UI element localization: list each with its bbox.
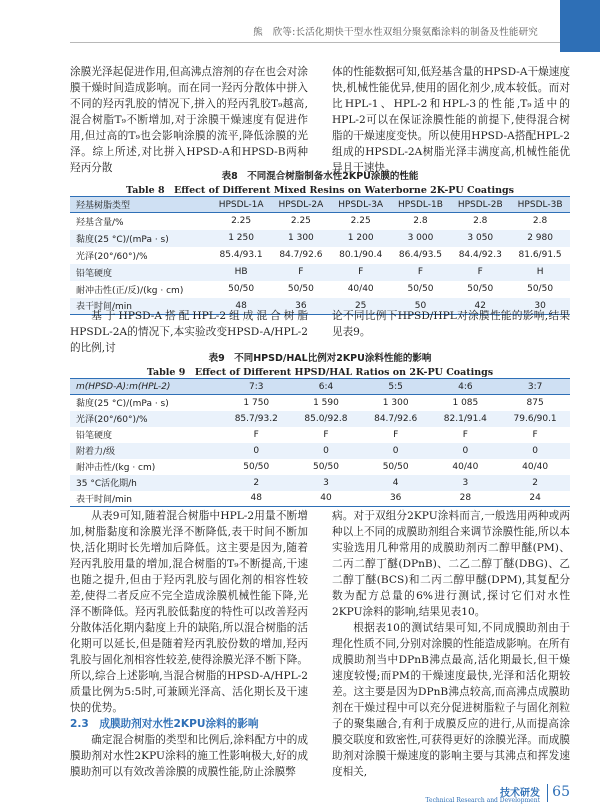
table-cell: 2.25 xyxy=(290,216,311,227)
table8-header-cell: HPSDL-2B xyxy=(450,197,510,213)
table-cell: 0 xyxy=(361,443,431,459)
table-cell: 1 085 xyxy=(452,397,479,408)
table-row xyxy=(70,395,570,411)
table9-header-cell: 5:5 xyxy=(361,379,431,395)
table-cell: F xyxy=(393,429,399,440)
top-left-column xyxy=(70,64,308,176)
table-cell: 84.4/92.3 xyxy=(458,250,502,260)
table-row xyxy=(70,475,570,491)
table-cell: 50/50 xyxy=(382,461,409,472)
table-row xyxy=(70,491,570,507)
table-cell: 40/40 xyxy=(452,461,479,472)
table-cell: 附着力/级 xyxy=(70,443,221,459)
table8-header-cell: HPSDL-3B xyxy=(510,197,570,213)
table-cell: 2.8 xyxy=(532,216,548,227)
table9-header-cell: 6:4 xyxy=(291,379,361,395)
table-cell: 85.7/93.2 xyxy=(221,411,291,427)
table-cell: 2 xyxy=(500,475,570,491)
table-cell: 3 xyxy=(291,475,361,491)
table-cell: 羟基含量/% xyxy=(76,217,124,228)
page-number: 65 xyxy=(552,784,570,800)
table-row xyxy=(70,247,570,264)
table8-header-cell: HPSDL-2A xyxy=(271,197,331,213)
table9-header-row xyxy=(70,379,570,395)
footer-divider xyxy=(547,784,548,802)
table-cell: 2.25 xyxy=(350,216,371,227)
table-cell: 1 200 xyxy=(331,230,391,247)
table-cell: 50/50 xyxy=(467,284,494,294)
top-left-paragraph: 涂膜光泽起促进作用,但高沸点溶剂的存在也会对涂膜干燥时间造成影响。而在同一羟丙分散体中拼入不同的羟丙乳胶的情况下,拼入的羟丙乳胶T₉越高,混合树脂T₉不断增加,对于涂膜干燥速度有促进作用,但过高的T₉也会影响涂膜的流平,降低涂膜的光泽。综上所述,对比拼入HPSD-A和HPSD-B两种羟丙分散 xyxy=(70,66,308,174)
table-cell: 50/50 xyxy=(312,461,339,472)
table8-header-row xyxy=(70,197,570,213)
table-cell: 1 300 xyxy=(382,397,409,408)
table-cell: 0 xyxy=(431,443,501,459)
top-right-column xyxy=(332,64,570,176)
table9-header-cell: 7:3 xyxy=(221,379,291,395)
table-cell: 85.4/93.1 xyxy=(219,250,263,260)
table-row xyxy=(70,443,570,459)
table-cell: 50 xyxy=(391,298,451,315)
page-header xyxy=(0,0,600,52)
table-cell: 表干时间/min xyxy=(70,298,211,315)
table-cell: 3 xyxy=(431,475,501,491)
table-cell: 铅笔硬度 xyxy=(70,264,211,281)
top-right-paragraph: 体的性能数据可知,低羟基含量的HPSD-A干燥速度快,机械性能优异,使用的固化剂少,成本较低。而对比HPL-1、HPL-2和HPL-3的性能,T₉适中的HPL-2可以在保证涂膜性能的前提下,使得混合树脂的干燥速度变快。所以使用HPSD-A搭配HPL-2组成的HPSDL-2A树脂光泽丰满度高,机械性能优异且干速快。 xyxy=(332,66,570,174)
table-cell: 84.7/92.6 xyxy=(361,411,431,427)
header-rule xyxy=(70,42,570,43)
table-cell: 0 xyxy=(500,443,570,459)
table8-title-cn: 表8 不同混合树脂制备水性2KPU涂膜的性能 xyxy=(221,171,419,182)
table-cell: 42 xyxy=(450,298,510,315)
table8-title-en: Table 8 Effect of Different Mixed Resins on Waterborne 2K-PU Coatings xyxy=(126,185,514,196)
table-cell: 0 xyxy=(221,443,291,459)
table-cell: 50/50 xyxy=(228,284,255,294)
table-cell: F xyxy=(462,429,468,440)
table8-header-cell: HPSDL-1A xyxy=(211,197,271,213)
table-cell: 1 590 xyxy=(313,397,339,408)
table-cell: 2 980 xyxy=(510,230,570,247)
page-footer xyxy=(410,780,570,808)
table-cell: F xyxy=(323,429,329,440)
table-cell: F xyxy=(253,429,259,440)
footer-section-label-en: Technical Research and Development xyxy=(425,797,540,804)
mid-left-paragraph: 基于HPSD-A搭配HPL-2组成混合树脂HPSDL-2A的情况下,本实验改变HPSD-A/HPL-2的比例,讨 xyxy=(70,310,308,354)
table8-header-cell: HPSDL-3A xyxy=(331,197,391,213)
table9-title-en: Table 9 Effect of Different HPSD/HAL Ratios on 2K-PU Coatings xyxy=(146,367,494,378)
table-cell: 耐冲击性/(kg · cm) xyxy=(76,463,156,473)
table-row xyxy=(70,281,570,298)
table9-header-cell: 4:6 xyxy=(431,379,501,395)
table-cell: 50/50 xyxy=(243,461,270,472)
table-cell: 24 xyxy=(500,491,570,507)
running-title: 熊 欣等:长活化期快干型水性双组分聚氨酯涂料的制备及性能研究 xyxy=(253,27,538,38)
table-cell: 黏度(25 °C)/(mPa · s) xyxy=(76,399,169,410)
table-cell: 耐冲击性(正/反)/(kg · cm) xyxy=(76,285,184,296)
table-cell: 40/40 xyxy=(522,461,549,472)
table-cell: HB xyxy=(211,264,271,281)
table-cell: 2.8 xyxy=(473,216,488,227)
table-cell: 81.6/91.5 xyxy=(518,250,562,260)
table-cell: 50/50 xyxy=(287,284,314,294)
table-cell: H xyxy=(510,264,570,281)
table-cell: 光泽(20°/60°)/% xyxy=(70,411,221,427)
bottom-left-paragraph: 确定混合树脂的类型和比例后,涂料配方中的成膜助剂对水性2KPU涂料的施工性影响极大,好的成膜助剂可以有效改善涂膜的成膜性能,防止涂膜弊 xyxy=(70,734,308,778)
table-row xyxy=(70,411,570,427)
table-cell: 35 °C活化期/h xyxy=(70,475,221,491)
table-cell: 48 xyxy=(221,491,291,507)
table-cell: 3 050 xyxy=(450,230,510,247)
table9 xyxy=(70,378,570,507)
bottom-left-paragraph: 从表9可知,随着混合树脂中HPL-2用量不断增加,树脂黏度和涂膜光泽不断降低,表干时间不断加快,活化期时长先增加后降低。这主要是因为,随着羟丙乳胶用量的增加,混合树脂的T₉不断提高,干速也随之提升,但由于羟丙乳胶与固化剂的相容性较差,使得二者反应不完全造成涂膜机械性能下降,光泽不断降低。羟丙乳胶低黏度的特性可以改善羟丙分散体活化期内黏度上升的缺陷,所以混合树脂的活化期可以延长,但是随着羟丙乳胶份数的增加,羟丙乳胶与固化剂相容性较差,使得涂膜光泽不断下降。所以,综合上述影响,当混合树脂的HPSD-A/HPL-2质量比例为5:5时,可兼顾光泽高、活化期长及干速快的优势。 xyxy=(70,510,308,714)
footer-section-label: 技术研发 xyxy=(500,788,540,799)
table-cell: 1 750 xyxy=(243,397,270,408)
table-cell: 84.7/92.6 xyxy=(279,250,323,260)
table-cell: 80.1/90.4 xyxy=(339,250,383,260)
table-cell: 表干时间/min xyxy=(70,491,221,507)
table9-title-cn: 表9 不同HPSD/HAL比例对2KPU涂料性能的影响 xyxy=(208,353,432,364)
table-row xyxy=(70,264,570,281)
table-cell: 79.6/90.1 xyxy=(500,411,570,427)
table-row xyxy=(70,213,570,230)
mid-left-column xyxy=(70,308,308,356)
table-cell: 光泽(20°/60°)/% xyxy=(76,251,148,262)
table-cell: 黏度(25 °C)/(mPa · s) xyxy=(70,230,211,247)
table-cell: F xyxy=(331,264,391,281)
table8 xyxy=(70,196,570,315)
table-cell: 0 xyxy=(291,443,361,459)
table-cell: 1 250 xyxy=(211,230,271,247)
table-cell: 875 xyxy=(526,397,544,408)
table-cell: 50/50 xyxy=(527,284,554,294)
table-cell: 86.4/93.5 xyxy=(398,250,443,260)
table-cell: F xyxy=(391,264,451,281)
table9-header-cell: 3:7 xyxy=(500,379,570,395)
table8-header-cell: 羟基树脂类型 xyxy=(70,197,211,213)
mid-right-paragraph: 论不同比例下HPSD/HPL对涂膜性能的影响,结果见表9。 xyxy=(332,310,570,338)
table9-header-cell: m(HPSD-A):m(HPL-2) xyxy=(70,379,221,395)
table-cell: F xyxy=(532,429,538,440)
table8-header-cell: HPSDL-1B xyxy=(391,197,451,213)
table-cell: 48 xyxy=(211,298,271,315)
table-cell: F xyxy=(450,264,510,281)
table-cell: 40 xyxy=(291,491,361,507)
table-cell: 50/50 xyxy=(407,284,434,294)
table-cell: 82.1/91.4 xyxy=(431,411,501,427)
mid-right-column xyxy=(332,308,570,340)
table-cell: 3 000 xyxy=(391,230,451,247)
table-cell: 85.0/92.8 xyxy=(291,411,361,427)
table-cell: 4 xyxy=(361,475,431,491)
header-accent-bar xyxy=(560,0,600,52)
table-cell: 36 xyxy=(361,491,431,507)
bottom-right-column xyxy=(332,508,570,780)
table-cell: 28 xyxy=(431,491,501,507)
table-row xyxy=(70,427,570,443)
bottom-right-paragraph: 根据表10的测试结果可知,不同成膜助剂由于理化性质不同,分别对涂膜的性能造成影响。在所有成膜助剂当中DPnB沸点最高,活化期最长,但干燥速度较慢;而PM的干燥速度最快,光泽和活化期较差。这主要是因为DPnB沸点较高,而高沸点成膜助剂在干燥过程中可以充分促进树脂粒子与固化剂粒子的聚集融合,有利于成膜反应的进行,从而提高涂膜交联度和致密性,可获得更好的涂膜光泽。而成膜助剂对涂膜干燥速度的影响主要与其沸点和挥发速度相关, xyxy=(332,622,570,778)
bottom-left-column xyxy=(70,508,308,780)
table-cell: 30 xyxy=(510,298,570,315)
table-cell: 25 xyxy=(331,298,391,315)
table-cell: 2 xyxy=(221,475,291,491)
section-heading: 2.3 成膜助剂对水性2KPU涂料的影响 xyxy=(70,718,259,730)
table-cell: 2.8 xyxy=(413,216,428,227)
table-cell: 铅笔硬度 xyxy=(76,431,113,441)
table-cell: 40/40 xyxy=(347,284,374,294)
table-cell: F xyxy=(271,264,331,281)
table-row xyxy=(70,459,570,475)
table-row xyxy=(70,230,570,247)
bottom-right-paragraph: 病。对于双组分2KPU涂料而言,一般选用两种或两种以上不同的成膜助剂组合来调节涂膜性能,所以本实验选用几种常用的成膜助剂丙二醇甲醚(PM)、二丙二醇丁醚(DPnB)、二乙二醇丁醚(DBG)、乙二醇丁醚(BCS)和二丙二醇甲醚(DPM),其复配分数为配方总量的6%进行测试,探讨它们对水性2KPU涂料的影响,结果见表10。 xyxy=(332,510,570,618)
table-cell: 36 xyxy=(271,298,331,315)
table-cell: 2.25 xyxy=(231,216,252,227)
table-cell: 1 300 xyxy=(271,230,331,247)
